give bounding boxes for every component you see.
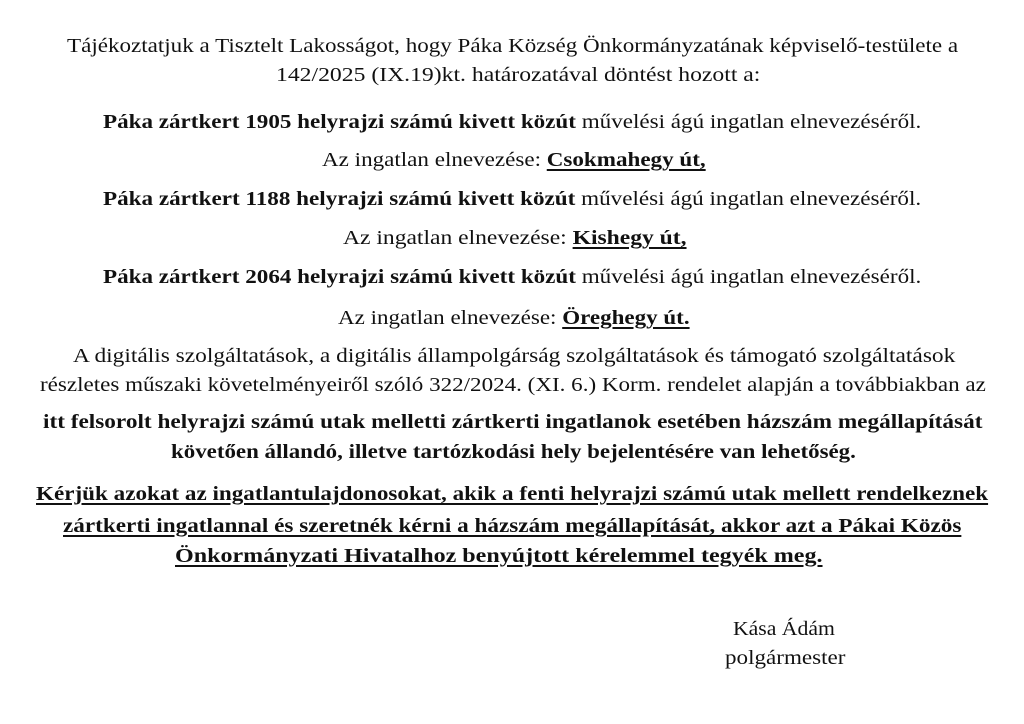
parcel-3-rest: művelési ágú ingatlan elnevezéséről. — [575, 266, 922, 288]
parcel-2-id: Páka zártkert 1188 helyrajzi számú kivett közút — [103, 188, 576, 210]
parcel-2-name-label: Az ingatlan elnevezése: — [343, 227, 573, 249]
request-line-2: zártkerti ingatlannal és szeretnék kérni a házszám megállapítását, akkor azt a Pákai Közös — [63, 515, 962, 537]
signature-name: Kása Ádám — [733, 618, 835, 640]
regulation-line-2: részletes műszaki követelményeiről szóló 322/2024. (XI. 6.) Korm. rendelet alapján a továbbiakban az — [40, 374, 986, 396]
regulation-line-4: követően állandó, illetve tartózkodási hely bejelentésére van lehetőség. — [171, 441, 856, 463]
regulation-line-3: itt felsorolt helyrajzi számú utak melletti zártkerti ingatlanok esetében házszám megállapítását — [43, 411, 983, 433]
parcel-3-name-line — [338, 306, 690, 330]
parcel-1-name-label: Az ingatlan elnevezése: — [322, 149, 547, 171]
parcel-1-description — [103, 110, 921, 134]
parcel-2-rest: művelési ágú ingatlan elnevezéséről. — [575, 188, 922, 210]
parcel-1-name-line — [322, 148, 706, 172]
request-line-1: Kérjük azokat az ingatlantulajdonosokat, akik a fenti helyrajzi számú utak mellett rendelkeznek — [36, 483, 989, 505]
parcel-2-name: Kishegy út, — [572, 227, 687, 249]
parcel-3-description — [103, 265, 921, 289]
parcel-2-description — [103, 187, 921, 211]
parcel-1-rest: művelési ágú ingatlan elnevezéséről. — [575, 111, 922, 133]
parcel-3-name: Öreghegy út. — [562, 307, 690, 329]
request-line-3: Önkormányzati Hivatalhoz benyújtott kérelemmel tegyék meg. — [175, 545, 823, 567]
intro-line-2: 142/2025 (IX.19)kt. határozatával döntést hozott a: — [276, 64, 761, 86]
parcel-3-name-label: Az ingatlan elnevezése: — [338, 307, 563, 329]
regulation-line-1: A digitális szolgáltatások, a digitális állampolgárság szolgáltatások és támogató szolgáltatások — [73, 345, 956, 367]
parcel-1-name: Csokmahegy út, — [546, 149, 706, 171]
parcel-3-id: Páka zártkert 2064 helyrajzi számú kivett közút — [103, 266, 576, 288]
signature-title: polgármester — [725, 647, 846, 669]
intro-line-1: Tájékoztatjuk a Tisztelt Lakosságot, hogy Páka Község Önkormányzatának képviselő-testülete a — [67, 35, 959, 57]
parcel-1-id: Páka zártkert 1905 helyrajzi számú kivett közút — [103, 111, 576, 133]
parcel-2-name-line — [343, 226, 687, 250]
